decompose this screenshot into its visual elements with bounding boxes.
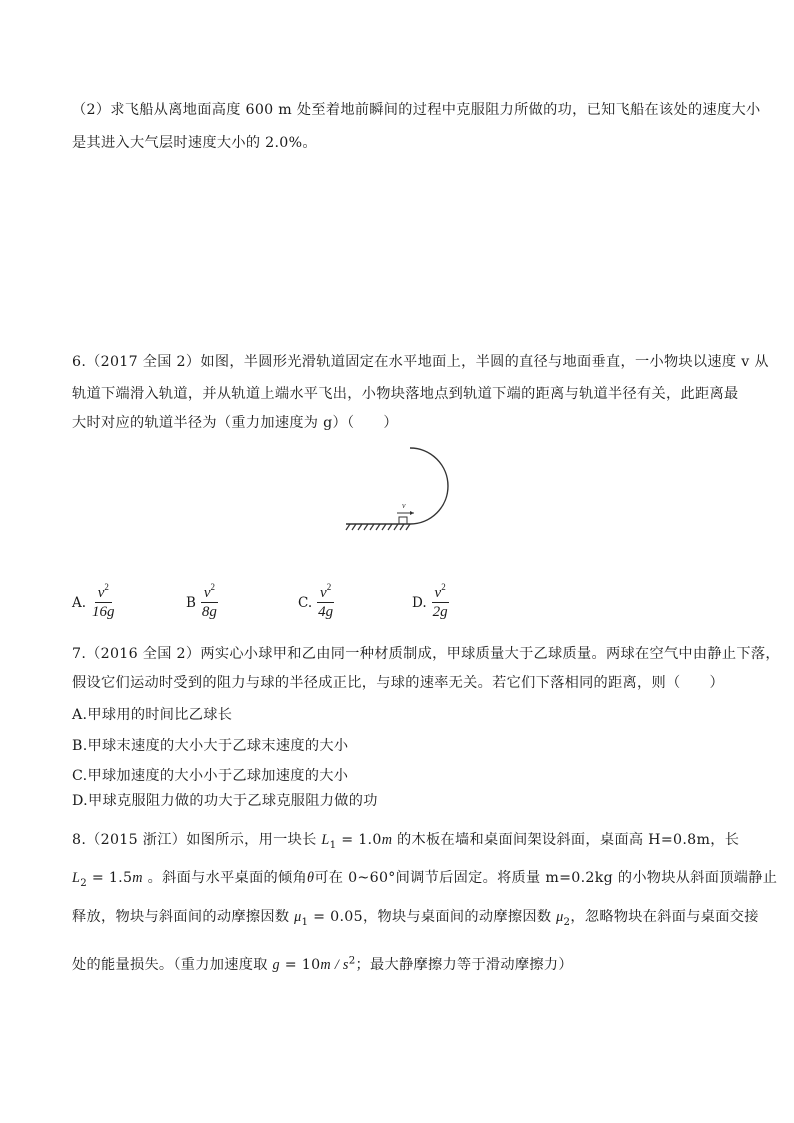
- q6-option-c: [298, 580, 336, 626]
- option-letter: B: [186, 595, 196, 611]
- q6-line2: 轨道下端滑入轨道，并从轨道上端水平飞出，小物块落地点到轨道下端的距离与轨道半径有关，此距离最: [72, 386, 739, 402]
- semicircle-track-figure: [340, 440, 460, 540]
- velocity-arrow-head: [410, 511, 414, 515]
- q6-option-d: [412, 580, 451, 626]
- option-letter: A.: [72, 595, 87, 611]
- q7-option-d: D.甲球克服阻力做的功大于乙球克服阻力做的功: [72, 793, 378, 809]
- q6-line1: 6.（2017 全国 2）如图，半圆形光滑轨道固定在水平地面上，半圆的直径与地面垂直，一小物块以速度 v 从: [72, 354, 769, 370]
- ground-hatching: [346, 524, 410, 530]
- q5-part2-line2: 是其进入大气层时速度大小的 2.0%。: [72, 135, 317, 151]
- q5-part2-line1: （2）求飞船从离地面高度 600 m 处至着地前瞬间的过程中克服阻力所做的功，已知飞船在该处的速度大小: [72, 102, 761, 118]
- semicircle-track: [410, 448, 448, 524]
- q7-line2: 假设它们运动时受到的阻力与球的半径成正比，与球的速率无关。若它们下落相同的距离，则（ ）: [72, 675, 724, 691]
- q8-line2: $L_2 = 1.5m$ 。斜面与水平桌面的倾角θ可在 0~60°间调节后固定。将质量 m=0.2kg 的小物块从斜面顶端静止: [72, 870, 778, 889]
- q7-option-a: A.甲球用的时间比乙球长: [72, 707, 233, 723]
- semicircle-track-diagram: [340, 440, 460, 540]
- q7-line1: 7.（2016 全国 2）两实心小球甲和乙由同一种材质制成，甲球质量大于乙球质量。两球在空气中由静止下落，: [72, 646, 780, 662]
- option-fraction: $\frac{v^2}{4g}$: [318, 582, 334, 620]
- option-fraction: $\frac{v^2}{16g}$: [92, 582, 115, 620]
- q7-option-c: C.甲球加速度的大小小于乙球加速度的大小: [72, 768, 349, 784]
- option-fraction: $\frac{v^2}{2g}$: [432, 582, 448, 620]
- q8-line4: 处的能量损失。（重力加速度取 $g = 10m / s^2$；最大静摩擦力等于滑动摩擦力）: [72, 955, 573, 973]
- velocity-label: v: [402, 501, 406, 510]
- q6-option-b: [186, 580, 220, 626]
- option-letter: D.: [412, 595, 427, 611]
- q8-line1: 8.（2015 浙江）如图所示，用一块长 $L_1 = 1.0m$ 的木板在墙和桌面间架设斜面，桌面高 H=0.8m，长: [72, 832, 740, 851]
- q6-line3: 大时对应的轨道半径为（重力加速度为 g）（ ）: [72, 415, 398, 431]
- q7-option-b: B.甲球末速度的大小大于乙球末速度的大小: [72, 738, 349, 754]
- option-letter: C.: [298, 595, 313, 611]
- q8-line3: 释放，物块与斜面间的动摩擦因数 $\mu_1 = 0.05$，物块与桌面间的动摩擦因数 $\mu_2$，忽略物块在斜面与桌面交接: [72, 909, 759, 928]
- q6-option-a: [72, 580, 118, 626]
- small-block: [399, 517, 407, 524]
- option-fraction: $\frac{v^2}{8g}$: [201, 582, 217, 620]
